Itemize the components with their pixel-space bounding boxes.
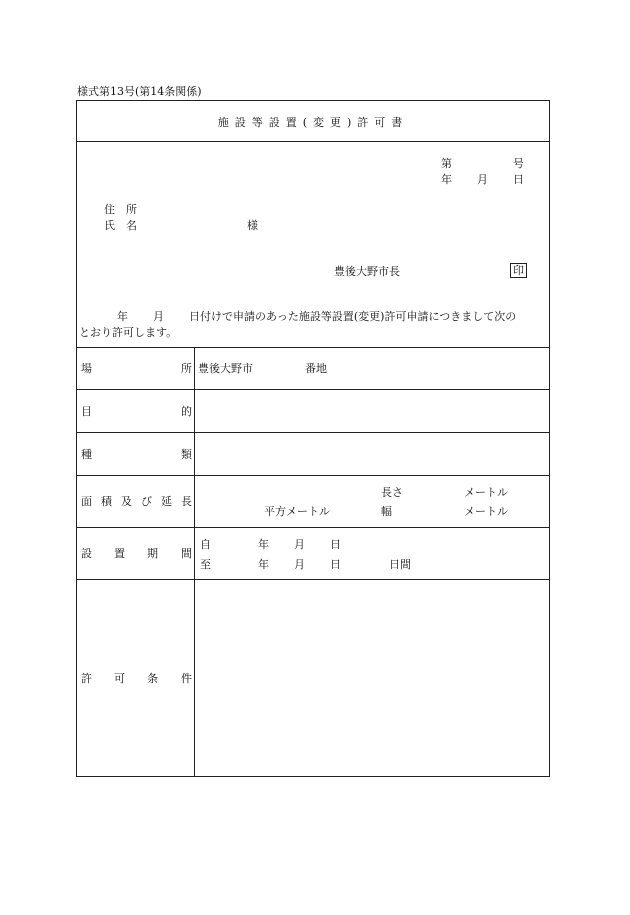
- column-divider: [194, 347, 195, 776]
- issuer: 豊後大野市長: [334, 265, 400, 278]
- divider: [77, 347, 549, 348]
- kind-label-b: 類: [181, 448, 192, 461]
- location-label-a: 場: [81, 362, 92, 375]
- area-meter-2: メートル: [464, 505, 508, 518]
- period-label-3: 間: [181, 547, 192, 560]
- area-length-label: 長さ: [381, 486, 403, 499]
- permit-form: [76, 100, 550, 777]
- divider: [77, 432, 549, 433]
- location-banchi: 番地: [305, 362, 327, 375]
- divider: [77, 527, 549, 528]
- number-go: 号: [513, 157, 524, 170]
- divider: [77, 141, 549, 142]
- period-from-day: 日: [330, 538, 341, 551]
- area-label-3: び: [141, 495, 152, 508]
- body-text-1: 日付けで申請のあった施設等設置(変更)許可申請につきまして次の: [189, 310, 517, 323]
- period-from: 自: [200, 538, 211, 551]
- purpose-label-a: 目: [81, 405, 92, 418]
- seal-wrap: [510, 263, 527, 278]
- period-days: 日間: [389, 558, 411, 571]
- period-label-1: 置: [114, 547, 125, 560]
- period-from-month: 月: [294, 538, 305, 551]
- body-month: 月: [153, 310, 164, 323]
- divider: [77, 389, 549, 390]
- date-month: 月: [477, 173, 488, 186]
- period-from-year: 年: [258, 538, 269, 551]
- form-id: 様式第13号(第14条関係): [77, 85, 202, 98]
- conditions-label-1: 可: [114, 672, 125, 685]
- seal-mark: 印: [510, 263, 527, 278]
- area-label-2: 及: [121, 495, 132, 508]
- conditions-label-3: 件: [181, 672, 192, 685]
- divider: [77, 475, 549, 476]
- period-to-year: 年: [258, 558, 269, 571]
- area-meter-1: メートル: [464, 486, 508, 499]
- name-label: 氏 名: [104, 219, 137, 232]
- conditions-label-2: 条: [147, 672, 158, 685]
- period-to-day: 日: [330, 558, 341, 571]
- address-label: 住 所: [104, 203, 137, 216]
- purpose-label-b: 的: [181, 405, 192, 418]
- period-to: 至: [200, 558, 211, 571]
- area-label-1: 積: [101, 495, 112, 508]
- period-to-month: 月: [294, 558, 305, 571]
- location-label-b: 所: [181, 362, 192, 375]
- number-dai: 第: [441, 157, 452, 170]
- area-label-0: 面: [81, 495, 92, 508]
- conditions-label-0: 許: [81, 672, 92, 685]
- area-width-label: 幅: [381, 505, 392, 518]
- area-label-4: 延: [161, 495, 172, 508]
- form-title: 施設等設置(変更)許可書: [217, 116, 409, 129]
- location-city: 豊後大野市: [198, 362, 253, 375]
- date-day: 日: [513, 173, 524, 186]
- divider: [77, 579, 549, 580]
- body-text-2: とおり許可します。: [79, 326, 178, 339]
- body-year: 年: [117, 310, 128, 323]
- date-year: 年: [441, 173, 452, 186]
- area-label-5: 長: [181, 495, 192, 508]
- honorific: 様: [247, 219, 258, 232]
- area-sqm: 平方メートル: [264, 505, 330, 518]
- period-label-0: 設: [81, 547, 92, 560]
- period-label-2: 期: [147, 547, 158, 560]
- kind-label-a: 種: [81, 448, 92, 461]
